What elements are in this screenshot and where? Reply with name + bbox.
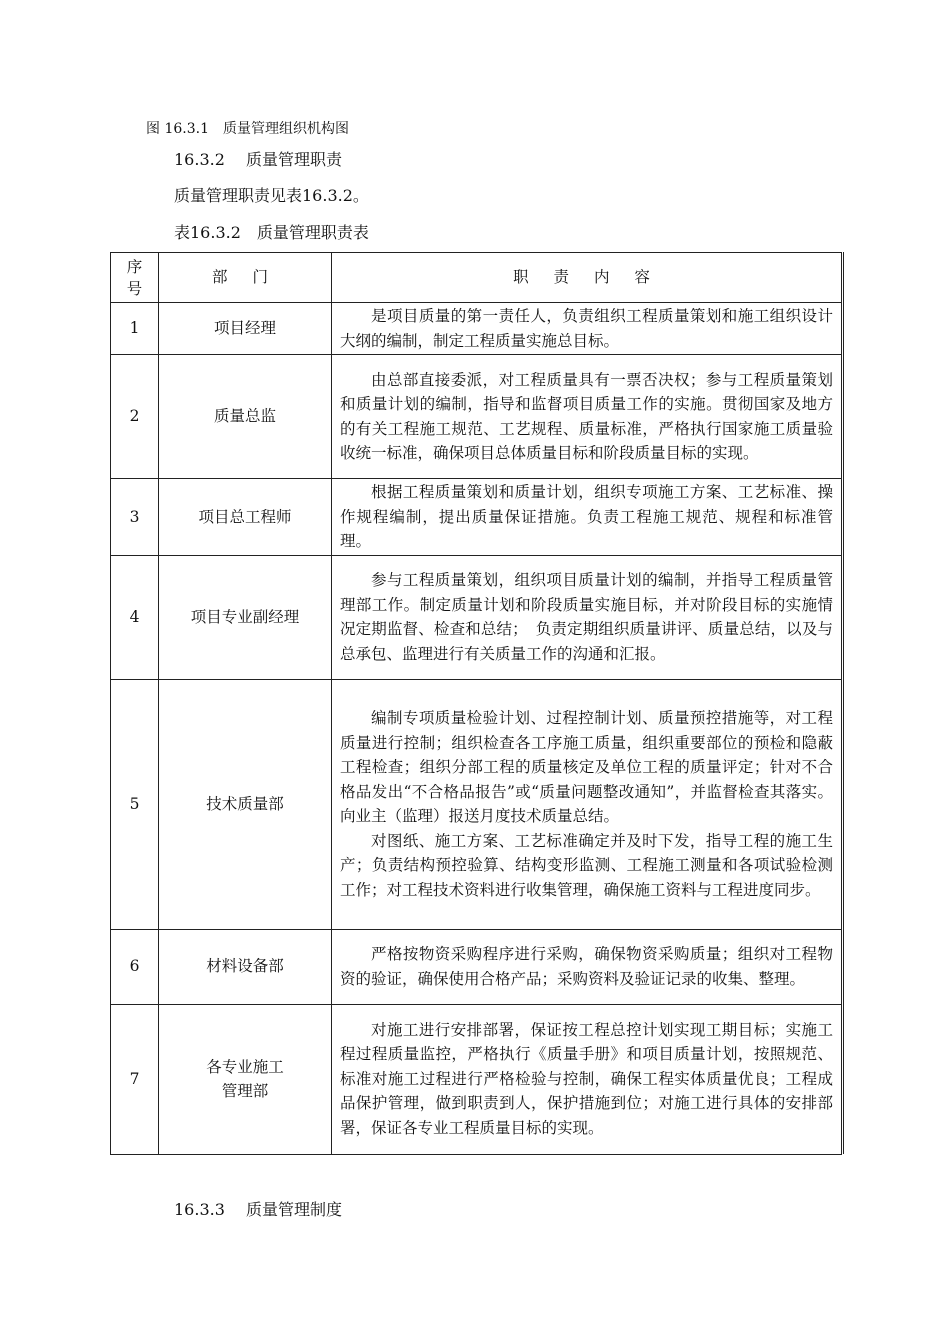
row-no: 7 xyxy=(111,1004,159,1154)
row-duties xyxy=(332,355,842,479)
duty-paragraph: 由总部直接委派，对工程质量具有一票否决权；参与工程质量策划和质量计划的编制，指导和监督项目质量工作的实施。贯彻国家及地方的有关工程施工规范、工艺规程、质量标准，严格执行国家施工质量验收统一标准，确保项目总体质量目标和阶段质量目标的实现。 xyxy=(340,370,833,462)
row-department: 项目专业副经理 xyxy=(159,555,332,679)
header-department: 部 门 xyxy=(159,253,332,303)
table-header-row xyxy=(111,253,842,303)
table-row xyxy=(111,929,842,1004)
table-row xyxy=(111,355,842,479)
table-row xyxy=(111,679,842,929)
row-no: 3 xyxy=(111,479,159,556)
row-no: 2 xyxy=(111,355,159,479)
row-department: 技术质量部 xyxy=(159,679,332,929)
section-heading: 16.3.2 质量管理职责 xyxy=(174,150,342,169)
duty-paragraph: 参与工程质量策划，组织项目质量计划的编制，并指导工程质量管理部工作。制定质量计划和阶段质量实施目标，并对阶段目标的实施情况定期监督、检查和总结； 负责定期组织质量讲评、质量总结，以及与总承包、监理进行有关质量工作的沟通和汇报。 xyxy=(340,571,833,663)
row-department xyxy=(159,1004,332,1154)
table-row xyxy=(111,555,842,679)
department-line: 各专业施工 xyxy=(206,1057,284,1076)
next-section-heading: 16.3.3 质量管理制度 xyxy=(174,1200,342,1219)
figure-caption: 图 16.3.1 质量管理组织机构图 xyxy=(146,121,349,137)
department-line: 管理部 xyxy=(221,1082,269,1100)
duty-paragraph: 对施工进行安排部署，保证按工程总控计划实现工期目标；实施工程过程质量监控，严格执行《质量手册》和项目质量计划，按照规范、标准对施工过程进行严格检验与控制，确保工程实体质量优良；工程成品保护管理，做到职责到人，保护措施到位；对施工进行具体的安排部署，保证各专业工程质量目标的实现。 xyxy=(340,1020,833,1137)
row-no: 4 xyxy=(111,555,159,679)
duty-paragraph: 对图纸、施工方案、工艺标准确定并及时下发，指导工程的施工生产；负责结构预控验算、结构变形监测、工程施工测量和各项试验检测工作；对工程技术资料进行收集管理，确保施工资料与工程进度同步。 xyxy=(340,831,833,899)
intro-paragraph: 质量管理职责见表16.3.2。 xyxy=(174,186,369,205)
row-duties xyxy=(332,303,842,355)
row-department: 项目总工程师 xyxy=(159,479,332,556)
row-no: 6 xyxy=(111,929,159,1004)
duty-paragraph: 编制专项质量检验计划、过程控制计划、质量预控措施等，对工程质量进行控制；组织检查各工序施工质量，组织重要部位的预检和隐蔽工程检查；组织分部工程的质量核定及单位工程的质量评定；针对不合格品发出“不合格品报告”或“质量问题整改通知”，并监督检查其落实。向业主（监理）报送月度技术质量总结。 xyxy=(340,709,833,825)
row-duties xyxy=(332,1004,842,1154)
row-duties xyxy=(332,929,842,1004)
header-no: 序号 xyxy=(111,253,159,303)
table-outer-border xyxy=(843,252,844,1154)
table-row xyxy=(111,1004,842,1154)
row-duties xyxy=(332,679,842,929)
row-department: 材料设备部 xyxy=(159,929,332,1004)
header-duties: 职 责 内 容 xyxy=(332,253,842,303)
duty-paragraph: 根据工程质量策划和质量计划，组织专项施工方案、工艺标准、操作规程编制，提出质量保证措施。负责工程施工规范、规程和标准管理。 xyxy=(340,483,833,550)
row-department: 项目经理 xyxy=(159,303,332,355)
quality-duty-table xyxy=(110,252,842,1155)
duty-paragraph: 严格按物资采购程序进行采购，确保物资采购质量；组织对工程物资的验证，确保使用合格产品；采购资料及验证记录的收集、整理。 xyxy=(340,945,833,988)
duty-paragraph: 是项目质量的第一责任人，负责组织工程质量策划和施工组织设计大纲的编制，制定工程质量实施总目标。 xyxy=(340,307,833,350)
row-department: 质量总监 xyxy=(159,355,332,479)
row-no: 5 xyxy=(111,679,159,929)
table-row xyxy=(111,303,842,355)
row-no: 1 xyxy=(111,303,159,355)
table-row xyxy=(111,479,842,556)
table-caption: 表16.3.2 质量管理职责表 xyxy=(174,223,369,242)
row-duties xyxy=(332,555,842,679)
row-duties xyxy=(332,479,842,556)
